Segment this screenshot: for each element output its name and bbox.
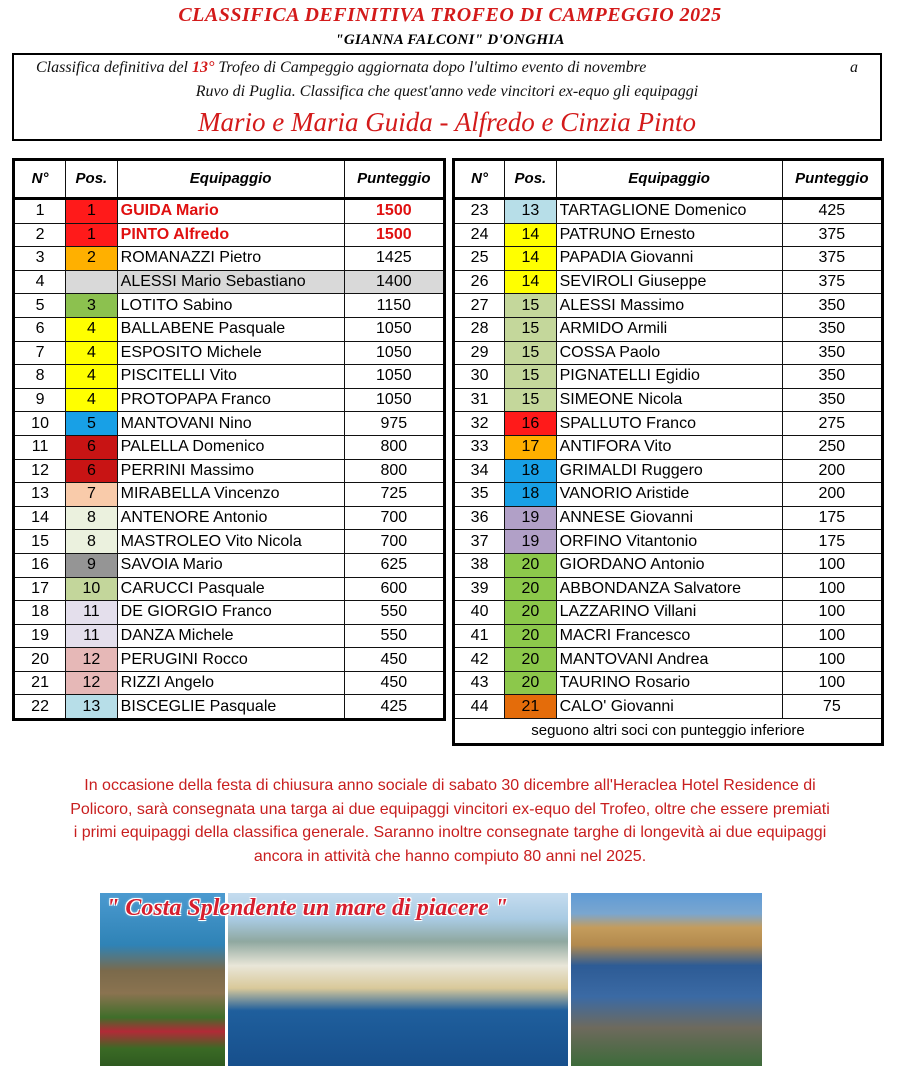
table-row bbox=[454, 506, 883, 530]
position-badge: 9 bbox=[66, 553, 118, 577]
table-row bbox=[14, 317, 445, 341]
position-badge: 4 bbox=[66, 317, 118, 341]
crew-name: GUIDA Mario bbox=[117, 199, 344, 224]
score-value: 425 bbox=[344, 695, 444, 720]
crew-name: PISCITELLI Vito bbox=[117, 365, 344, 389]
closing-notice bbox=[20, 774, 880, 868]
score-value: 550 bbox=[344, 624, 444, 648]
table-row bbox=[14, 648, 445, 672]
crew-name: CARUCCI Pasquale bbox=[117, 577, 344, 601]
intro-line-1-tail: a bbox=[850, 59, 858, 76]
crew-name: COSSA Paolo bbox=[556, 341, 782, 365]
row-number: 36 bbox=[454, 506, 505, 530]
position-badge: 11 bbox=[66, 601, 118, 625]
header-number: N° bbox=[454, 160, 505, 199]
row-number: 35 bbox=[454, 483, 505, 507]
crew-name: ANTIFORA Vito bbox=[556, 435, 782, 459]
position-badge: 15 bbox=[505, 317, 556, 341]
row-number: 7 bbox=[14, 341, 66, 365]
score-value: 375 bbox=[782, 270, 882, 294]
table-row bbox=[454, 388, 883, 412]
intro-box bbox=[12, 53, 882, 141]
position-badge: 19 bbox=[505, 506, 556, 530]
score-value: 625 bbox=[344, 553, 444, 577]
header-position: Pos. bbox=[505, 160, 556, 199]
position-badge: 17 bbox=[505, 435, 556, 459]
notice-line: i primi equipaggi della classifica generale. Saranno inoltre consegnate targhe di longevità ai due equipaggi bbox=[73, 824, 827, 841]
score-value: 550 bbox=[344, 601, 444, 625]
position-badge: 16 bbox=[505, 412, 556, 436]
score-value: 350 bbox=[782, 341, 882, 365]
position-badge: 18 bbox=[505, 483, 556, 507]
position-badge: 13 bbox=[66, 695, 118, 720]
crew-name: ABBONDANZA Salvatore bbox=[556, 577, 782, 601]
row-number: 14 bbox=[14, 506, 66, 530]
table-row bbox=[14, 577, 445, 601]
row-number: 24 bbox=[454, 223, 505, 247]
score-value: 350 bbox=[782, 317, 882, 341]
position-badge: 15 bbox=[505, 365, 556, 389]
score-value: 800 bbox=[344, 459, 444, 483]
position-badge: 2 bbox=[66, 247, 118, 271]
position-badge: 14 bbox=[505, 223, 556, 247]
crew-name: ARMIDO Armili bbox=[556, 317, 782, 341]
table-header-row bbox=[14, 160, 445, 199]
header-number: N° bbox=[14, 160, 66, 199]
row-number: 44 bbox=[454, 695, 505, 719]
score-value: 100 bbox=[782, 601, 882, 625]
header-position: Pos. bbox=[66, 160, 118, 199]
score-value: 700 bbox=[344, 506, 444, 530]
position-badge: 21 bbox=[505, 695, 556, 719]
crew-name: PATRUNO Ernesto bbox=[556, 223, 782, 247]
crew-name: SPALLUTO Franco bbox=[556, 412, 782, 436]
ranking-table-left bbox=[12, 158, 446, 721]
intro-line-1-suffix: Trofeo di Campeggio aggiornata dopo l'ultimo evento di novembre bbox=[214, 59, 647, 76]
table-row bbox=[14, 530, 445, 554]
position-badge: 12 bbox=[66, 648, 118, 672]
table-row bbox=[454, 483, 883, 507]
crew-name: ANNESE Giovanni bbox=[556, 506, 782, 530]
score-value: 350 bbox=[782, 388, 882, 412]
score-value: 375 bbox=[782, 223, 882, 247]
crew-name: GIORDANO Antonio bbox=[556, 553, 782, 577]
crew-name: MANTOVANI Andrea bbox=[556, 648, 782, 672]
table-row bbox=[454, 294, 883, 318]
position-badge: 8 bbox=[66, 530, 118, 554]
position-badge: 20 bbox=[505, 648, 556, 672]
position-badge: 19 bbox=[505, 530, 556, 554]
score-value: 1500 bbox=[344, 223, 444, 247]
row-number: 1 bbox=[14, 199, 66, 224]
row-number: 22 bbox=[14, 695, 66, 720]
position-badge: 1 bbox=[66, 223, 118, 247]
table-row bbox=[14, 341, 445, 365]
crew-name: TARTAGLIONE Domenico bbox=[556, 199, 782, 224]
position-badge: 3 bbox=[66, 294, 118, 318]
table-row bbox=[454, 341, 883, 365]
table-row bbox=[454, 648, 883, 672]
table-row bbox=[454, 317, 883, 341]
table-row bbox=[454, 247, 883, 271]
position-badge: 20 bbox=[505, 671, 556, 695]
score-value: 425 bbox=[782, 199, 882, 224]
banner-caption: " Costa Splendente un mare di piacere " bbox=[106, 895, 508, 921]
table-footer-note: seguono altri soci con punteggio inferiore bbox=[454, 719, 883, 745]
score-value: 100 bbox=[782, 671, 882, 695]
crew-name: MASTROLEO Vito Nicola bbox=[117, 530, 344, 554]
position-badge: 6 bbox=[66, 459, 118, 483]
row-number: 41 bbox=[454, 624, 505, 648]
ranking-table-left-body bbox=[14, 199, 445, 720]
notice-line: ancora in attività che hanno compiuto 80 anni nel 2025. bbox=[253, 847, 647, 865]
promo-banner bbox=[100, 893, 762, 1066]
position-badge: 8 bbox=[66, 506, 118, 530]
row-number: 6 bbox=[14, 317, 66, 341]
position-badge: 14 bbox=[505, 270, 556, 294]
table-row bbox=[454, 435, 883, 459]
score-value: 725 bbox=[344, 483, 444, 507]
row-number: 37 bbox=[454, 530, 505, 554]
crew-name: DE GIORGIO Franco bbox=[117, 601, 344, 625]
crew-name: PINTO Alfredo bbox=[117, 223, 344, 247]
table-row bbox=[454, 577, 883, 601]
row-number: 17 bbox=[14, 577, 66, 601]
table-row bbox=[454, 624, 883, 648]
header-score: Punteggio bbox=[782, 160, 882, 199]
row-number: 13 bbox=[14, 483, 66, 507]
table-row bbox=[14, 483, 445, 507]
table-row bbox=[14, 365, 445, 389]
position-badge: 4 bbox=[66, 341, 118, 365]
score-value: 1050 bbox=[344, 317, 444, 341]
score-value: 800 bbox=[344, 435, 444, 459]
row-number: 19 bbox=[14, 624, 66, 648]
table-row bbox=[454, 601, 883, 625]
score-value: 350 bbox=[782, 365, 882, 389]
row-number: 30 bbox=[454, 365, 505, 389]
row-number: 21 bbox=[14, 671, 66, 695]
table-row bbox=[454, 270, 883, 294]
score-value: 975 bbox=[344, 412, 444, 436]
table-row bbox=[14, 199, 445, 224]
crew-name: VANORIO Aristide bbox=[556, 483, 782, 507]
score-value: 1050 bbox=[344, 365, 444, 389]
row-number: 4 bbox=[14, 270, 66, 294]
crew-name: BISCEGLIE Pasquale bbox=[117, 695, 344, 720]
table-row bbox=[14, 435, 445, 459]
row-number: 34 bbox=[454, 459, 505, 483]
score-value: 100 bbox=[782, 577, 882, 601]
row-number: 32 bbox=[454, 412, 505, 436]
crew-name: GRIMALDI Ruggero bbox=[556, 459, 782, 483]
table-row bbox=[14, 601, 445, 625]
position-badge: 18 bbox=[505, 459, 556, 483]
score-value: 250 bbox=[782, 435, 882, 459]
score-value: 75 bbox=[782, 695, 882, 719]
crew-name: SIMEONE Nicola bbox=[556, 388, 782, 412]
score-value: 1050 bbox=[344, 388, 444, 412]
score-value: 1400 bbox=[344, 270, 444, 294]
position-badge: 12 bbox=[66, 671, 118, 695]
score-value: 200 bbox=[782, 483, 882, 507]
score-value: 700 bbox=[344, 530, 444, 554]
crew-name: LOTITO Sabino bbox=[117, 294, 344, 318]
crew-name: PROTOPAPA Franco bbox=[117, 388, 344, 412]
score-value: 275 bbox=[782, 412, 882, 436]
row-number: 18 bbox=[14, 601, 66, 625]
crew-name: SEVIROLI Giuseppe bbox=[556, 270, 782, 294]
table-row bbox=[454, 365, 883, 389]
row-number: 2 bbox=[14, 223, 66, 247]
position-badge: 15 bbox=[505, 294, 556, 318]
score-value: 175 bbox=[782, 530, 882, 554]
crew-name: PALELLA Domenico bbox=[117, 435, 344, 459]
ranking-table-right-body bbox=[454, 199, 883, 719]
crew-name: ROMANAZZI Pietro bbox=[117, 247, 344, 271]
table-row bbox=[14, 624, 445, 648]
intro-line-1 bbox=[14, 59, 880, 77]
row-number: 29 bbox=[454, 341, 505, 365]
row-number: 40 bbox=[454, 601, 505, 625]
score-value: 600 bbox=[344, 577, 444, 601]
row-number: 16 bbox=[14, 553, 66, 577]
winners-names: Mario e Maria Guida - Alfredo e Cinzia Pinto bbox=[198, 107, 696, 137]
crew-name: BALLABENE Pasquale bbox=[117, 317, 344, 341]
seaside-castle-photo bbox=[571, 893, 762, 1066]
row-number: 11 bbox=[14, 435, 66, 459]
crew-name: MANTOVANI Nino bbox=[117, 412, 344, 436]
crew-name: PAPADIA Giovanni bbox=[556, 247, 782, 271]
row-number: 42 bbox=[454, 648, 505, 672]
crew-name: ESPOSITO Michele bbox=[117, 341, 344, 365]
crew-name: ORFINO Vitantonio bbox=[556, 530, 782, 554]
score-value: 100 bbox=[782, 624, 882, 648]
position-badge: 4 bbox=[66, 365, 118, 389]
notice-line: In occasione della festa di chiusura anno sociale di sabato 30 dicembre all'Heraclea Hotel Residence di bbox=[84, 777, 816, 794]
row-number: 8 bbox=[14, 365, 66, 389]
header-crew: Equipaggio bbox=[117, 160, 344, 199]
score-value: 1150 bbox=[344, 294, 444, 318]
table-row bbox=[454, 695, 883, 719]
table-row bbox=[454, 671, 883, 695]
table-row bbox=[14, 671, 445, 695]
position-badge: 20 bbox=[505, 624, 556, 648]
table-row bbox=[14, 459, 445, 483]
position-badge: 5 bbox=[66, 412, 118, 436]
table-row bbox=[454, 412, 883, 436]
crew-name: ANTENORE Antonio bbox=[117, 506, 344, 530]
table-row bbox=[14, 553, 445, 577]
row-number: 31 bbox=[454, 388, 505, 412]
row-number: 12 bbox=[14, 459, 66, 483]
score-value: 450 bbox=[344, 648, 444, 672]
table-row bbox=[14, 223, 445, 247]
table-row bbox=[14, 294, 445, 318]
notice-line: Policoro, sarà consegnata una targa ai due equipaggi vincitori ex-equo del Trofeo, oltre che essere premiati bbox=[70, 800, 830, 818]
row-number: 39 bbox=[454, 577, 505, 601]
crew-name: RIZZI Angelo bbox=[117, 671, 344, 695]
table-row bbox=[454, 199, 883, 224]
score-value: 350 bbox=[782, 294, 882, 318]
intro-line-1-prefix: Classifica definitiva del bbox=[36, 59, 192, 76]
crew-name: DANZA Michele bbox=[117, 624, 344, 648]
crew-name: PERRINI Massimo bbox=[117, 459, 344, 483]
crew-name: TAURINO Rosario bbox=[556, 671, 782, 695]
row-number: 10 bbox=[14, 412, 66, 436]
position-badge: 7 bbox=[66, 483, 118, 507]
row-number: 28 bbox=[454, 317, 505, 341]
row-number: 43 bbox=[454, 671, 505, 695]
score-value: 100 bbox=[782, 648, 882, 672]
row-number: 15 bbox=[14, 530, 66, 554]
row-number: 38 bbox=[454, 553, 505, 577]
row-number: 20 bbox=[14, 648, 66, 672]
table-row bbox=[454, 459, 883, 483]
ranking-table-right bbox=[452, 158, 884, 746]
row-number: 23 bbox=[454, 199, 505, 224]
row-number: 33 bbox=[454, 435, 505, 459]
table-row bbox=[14, 506, 445, 530]
row-number: 5 bbox=[14, 294, 66, 318]
header-crew: Equipaggio bbox=[556, 160, 782, 199]
table-row bbox=[14, 247, 445, 271]
position-badge: 13 bbox=[505, 199, 556, 224]
score-value: 100 bbox=[782, 553, 882, 577]
table-row bbox=[14, 270, 445, 294]
header-score: Punteggio bbox=[344, 160, 444, 199]
score-value: 1425 bbox=[344, 247, 444, 271]
crew-name: ALESSI Mario Sebastiano bbox=[117, 270, 344, 294]
table-row bbox=[454, 530, 883, 554]
score-value: 375 bbox=[782, 247, 882, 271]
row-number: 3 bbox=[14, 247, 66, 271]
position-badge: 1 bbox=[66, 199, 118, 224]
table-header-row bbox=[454, 160, 883, 199]
score-value: 200 bbox=[782, 459, 882, 483]
position-badge: 20 bbox=[505, 553, 556, 577]
table-row bbox=[454, 223, 883, 247]
row-number: 25 bbox=[454, 247, 505, 271]
position-badge: 20 bbox=[505, 601, 556, 625]
page-subtitle: "GIANNA FALCONI" D'ONGHIA bbox=[335, 32, 565, 48]
table-row bbox=[14, 388, 445, 412]
position-badge: 15 bbox=[505, 388, 556, 412]
row-number: 27 bbox=[454, 294, 505, 318]
crew-name: CALO' Giovanni bbox=[556, 695, 782, 719]
position-badge: 20 bbox=[505, 577, 556, 601]
position-badge bbox=[66, 270, 118, 294]
intro-line-2: Ruvo di Puglia. Classifica che quest'anno vede vincitori ex-equo gli equipaggi bbox=[195, 83, 699, 100]
crew-name: MIRABELLA Vincenzo bbox=[117, 483, 344, 507]
crew-name: ALESSI Massimo bbox=[556, 294, 782, 318]
crew-name: SAVOIA Mario bbox=[117, 553, 344, 577]
table-row bbox=[14, 695, 445, 720]
row-number: 9 bbox=[14, 388, 66, 412]
position-badge: 4 bbox=[66, 388, 118, 412]
edition-number: 13° bbox=[191, 59, 215, 76]
position-badge: 6 bbox=[66, 435, 118, 459]
crew-name: PERUGINI Rocco bbox=[117, 648, 344, 672]
crew-name: LAZZARINO Villani bbox=[556, 601, 782, 625]
position-badge: 15 bbox=[505, 341, 556, 365]
score-value: 1050 bbox=[344, 341, 444, 365]
row-number: 26 bbox=[454, 270, 505, 294]
table-row bbox=[14, 412, 445, 436]
score-value: 175 bbox=[782, 506, 882, 530]
position-badge: 14 bbox=[505, 247, 556, 271]
page-title: CLASSIFICA DEFINITIVA TROFEO DI CAMPEGGIO 2025 bbox=[178, 4, 722, 26]
position-badge: 10 bbox=[66, 577, 118, 601]
score-value: 1500 bbox=[344, 199, 444, 224]
crew-name: MACRI Francesco bbox=[556, 624, 782, 648]
position-badge: 11 bbox=[66, 624, 118, 648]
table-footer-row bbox=[454, 719, 883, 745]
table-row bbox=[454, 553, 883, 577]
score-value: 450 bbox=[344, 671, 444, 695]
crew-name: PIGNATELLI Egidio bbox=[556, 365, 782, 389]
